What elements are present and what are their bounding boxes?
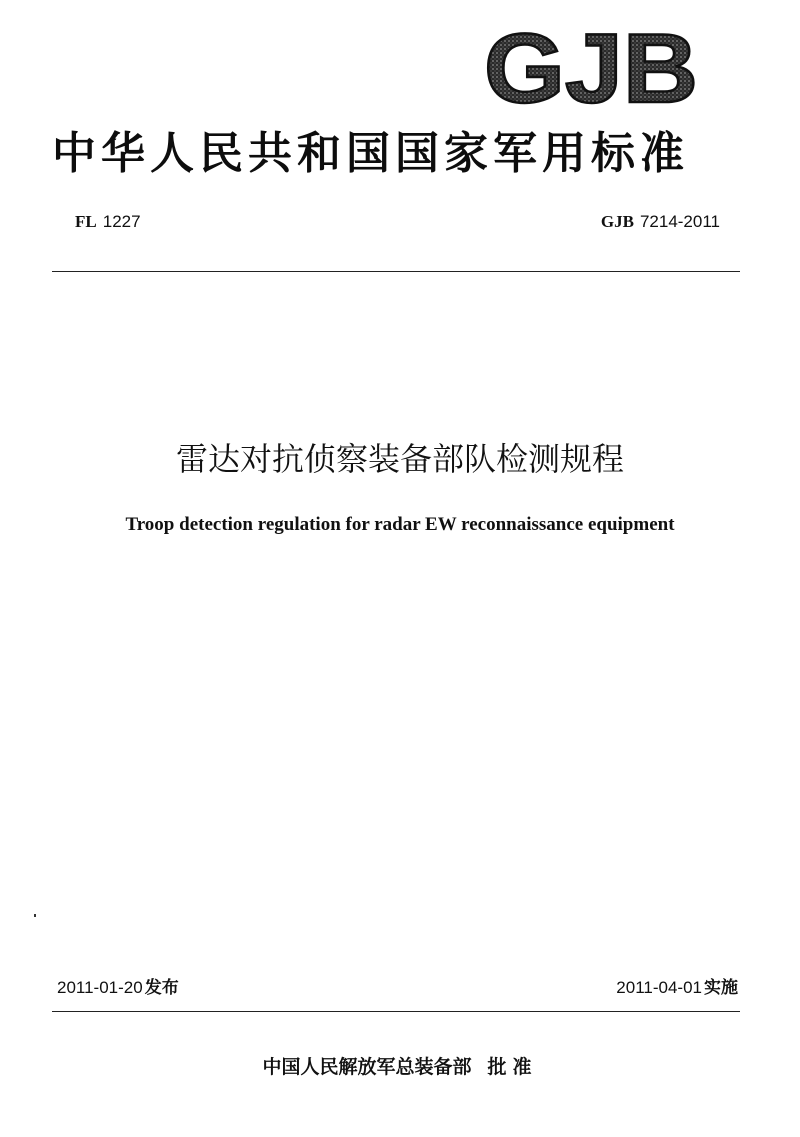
implementation-date-value: 2011-04-01	[616, 978, 702, 997]
classification-code	[75, 210, 141, 234]
logo-text: GJB	[484, 20, 698, 112]
issue-date-label: 发布	[144, 978, 179, 998]
scan-artifact-dot	[34, 914, 36, 917]
approving-authority	[0, 1053, 800, 1081]
issue-date	[57, 976, 179, 1000]
implementation-date	[616, 976, 738, 1000]
classification-prefix: FL	[75, 212, 97, 231]
standard-category-title: 中华人民共和国国家军用标准	[52, 128, 689, 179]
header-divider	[52, 271, 740, 272]
standard-number-value: 7214-2011	[639, 212, 720, 231]
approve-label: 批准	[487, 1056, 538, 1078]
gjb-logo	[480, 20, 702, 112]
document-title-chinese: 雷达对抗侦察装备部队检测规程	[175, 440, 624, 478]
standard-number	[601, 210, 720, 234]
classification-number: 1227	[102, 212, 141, 231]
standard-prefix: GJB	[600, 212, 634, 231]
authority-name: 中国人民解放军总装备部	[262, 1056, 472, 1078]
gjb-logo-graphic	[480, 20, 702, 112]
issue-date-value: 2011-01-20	[57, 978, 143, 997]
document-title-english: Troop detection regulation for radar EW reconnaissance equipment	[125, 514, 675, 535]
footer-divider	[52, 1011, 740, 1012]
implementation-date-label: 实施	[704, 978, 738, 998]
